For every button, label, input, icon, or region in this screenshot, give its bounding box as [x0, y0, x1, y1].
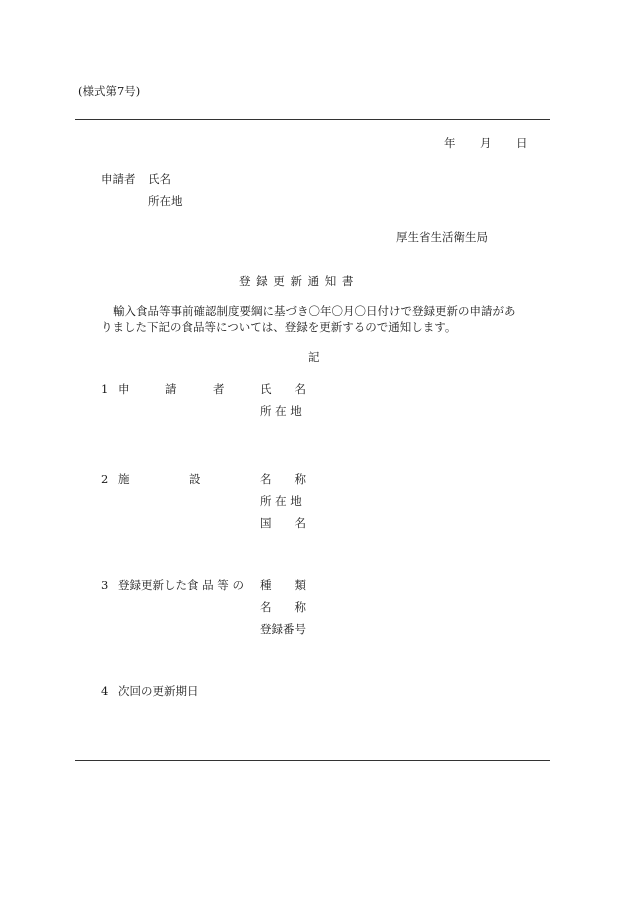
section-3-label: 登録更新した食 品 等 の [118, 578, 244, 592]
section-2-field-address: 所 在 地 [260, 494, 302, 508]
section-2-label-char-1: 施 [118, 472, 130, 486]
section-1-label-char-1: 申 [118, 382, 130, 396]
section-1-label-char-3: 者 [213, 382, 225, 396]
date-month: 月 [480, 136, 492, 150]
section-2-number: 2 [101, 472, 109, 486]
section-2-label-char-2: 設 [189, 472, 201, 486]
section-3-field-reg-number: 登録番号 [260, 622, 306, 636]
form-number: (様式第7号) [78, 84, 141, 98]
applicant-name-label: 氏名 [148, 172, 171, 186]
issuer: 厚生省生活衛生局 [396, 230, 488, 244]
date-day: 日 [516, 136, 528, 150]
applicant-address-label: 所在地 [148, 194, 183, 208]
document-title: 登 録 更 新 通 知 書 [239, 274, 354, 288]
body-text-line-2: りました下記の食品等については、登録を更新するので通知します。 [101, 320, 457, 334]
section-4-number: 4 [101, 684, 109, 698]
section-1-field-name: 氏 名 [260, 382, 306, 396]
section-1-field-address: 所 在 地 [260, 404, 302, 418]
body-text-line-1: 輸入食品等事前確認制度要綱に基づき〇年〇月〇日付けで登録更新の申請があ [113, 304, 516, 318]
top-rule [75, 119, 550, 120]
section-3-number: 3 [101, 578, 109, 592]
section-2-field-country: 国 名 [260, 516, 306, 530]
section-3-field-name: 名 称 [260, 600, 306, 614]
section-3-field-type: 種 類 [260, 578, 306, 592]
ki-heading: 記 [308, 350, 320, 364]
section-2-field-name: 名 称 [260, 472, 306, 486]
section-4-label: 次回の更新期日 [118, 684, 199, 698]
bottom-rule [75, 760, 550, 761]
section-1-label-char-2: 請 [165, 382, 177, 396]
date-year: 年 [444, 136, 456, 150]
applicant-label: 申請者 [101, 172, 136, 186]
section-1-number: 1 [101, 382, 109, 396]
